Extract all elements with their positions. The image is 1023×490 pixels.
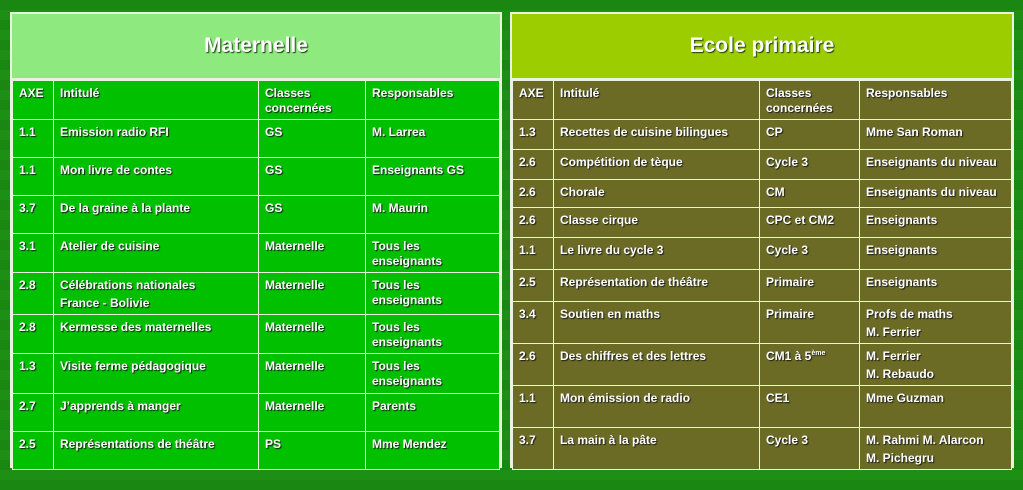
maternelle-panel bbox=[10, 12, 502, 468]
header-axe: AXE bbox=[513, 81, 554, 120]
classes-cell-text: Primaire bbox=[766, 275, 815, 289]
axe-cell bbox=[13, 234, 54, 273]
table-row bbox=[13, 315, 500, 354]
responsables-cell bbox=[860, 386, 1012, 428]
classes-cell-text: CM1 à 5 bbox=[766, 349, 812, 363]
axe-cell bbox=[513, 428, 554, 470]
axe-cell-text: 1.1 bbox=[19, 125, 36, 139]
classes-cell-text: CPC et CM2 bbox=[766, 213, 835, 227]
intitule-cell-text: La main à la pâte bbox=[560, 433, 657, 447]
classes-cell-text: GS bbox=[265, 201, 283, 215]
axe-cell-text: 2.5 bbox=[519, 275, 536, 289]
intitule-cell bbox=[54, 273, 259, 315]
axe-cell-text: 3.7 bbox=[19, 201, 36, 215]
intitule-cell bbox=[554, 428, 760, 470]
classes-cell-text: Maternelle bbox=[265, 359, 325, 373]
axe-cell bbox=[513, 120, 554, 150]
header-axe: AXE bbox=[13, 81, 54, 120]
responsables-cell bbox=[366, 354, 500, 394]
responsables-cell bbox=[860, 302, 1012, 344]
intitule-cell bbox=[54, 120, 259, 158]
axe-cell bbox=[13, 273, 54, 315]
classes-cell-text: Maternelle bbox=[265, 278, 325, 292]
intitule-cell bbox=[54, 354, 259, 394]
responsables-cell bbox=[366, 120, 500, 158]
table-row bbox=[13, 158, 500, 196]
axe-cell-text: 1.3 bbox=[519, 125, 536, 139]
axe-cell bbox=[513, 386, 554, 428]
classes-cell bbox=[259, 120, 366, 158]
table-header-row bbox=[513, 81, 1012, 120]
table-row bbox=[513, 120, 1012, 150]
responsables-cell bbox=[366, 234, 500, 273]
axe-cell bbox=[13, 394, 54, 432]
table-row bbox=[513, 238, 1012, 270]
classes-cell bbox=[760, 208, 860, 238]
axe-cell bbox=[13, 196, 54, 234]
responsables-cell bbox=[860, 238, 1012, 270]
intitule-cell bbox=[554, 238, 760, 270]
intitule-cell-text: Compétition de tèque bbox=[560, 155, 683, 169]
classes-cell-text: Maternelle bbox=[265, 320, 325, 334]
axe-cell bbox=[513, 180, 554, 208]
axe-cell-text: 3.1 bbox=[19, 239, 36, 253]
classes-cell-text: Cycle 3 bbox=[766, 155, 809, 169]
axe-cell bbox=[13, 315, 54, 354]
table-row bbox=[513, 150, 1012, 180]
axe-cell-text: 2.6 bbox=[519, 213, 536, 227]
axe-cell bbox=[513, 150, 554, 180]
table-header-row bbox=[13, 81, 500, 120]
axe-cell bbox=[513, 208, 554, 238]
classes-cell-text: Maternelle bbox=[265, 239, 325, 253]
responsables-cell bbox=[366, 273, 500, 315]
classes-cell bbox=[760, 238, 860, 270]
table-row bbox=[13, 394, 500, 432]
axe-cell-text: 1.1 bbox=[519, 391, 536, 405]
responsables-cell-text: Enseignants du niveau bbox=[866, 155, 997, 169]
responsables-cell bbox=[366, 158, 500, 196]
responsables-cell-line2: M. Rebaudo bbox=[866, 367, 934, 381]
maternelle-title: Maternelle bbox=[12, 14, 500, 80]
axe-cell-text: 2.5 bbox=[19, 437, 36, 451]
intitule-cell-text: Mon émission de radio bbox=[560, 391, 691, 405]
responsables-cell-text: Tous les enseignants bbox=[372, 359, 443, 388]
intitule-cell-text: Emission radio RFI bbox=[60, 125, 169, 139]
responsables-cell bbox=[860, 150, 1012, 180]
classes-cell-text: GS bbox=[265, 125, 283, 139]
axe-cell-text: 1.3 bbox=[19, 359, 36, 373]
responsables-cell-text: M. Ferrier bbox=[866, 349, 921, 363]
intitule-cell bbox=[54, 234, 259, 273]
maternelle-table bbox=[12, 80, 500, 470]
axe-cell-text: 2.7 bbox=[19, 399, 36, 413]
responsables-cell-text: Mme Guzman bbox=[866, 391, 945, 405]
classes-cell-text: CM bbox=[766, 185, 785, 199]
intitule-cell-text: Chorale bbox=[560, 185, 605, 199]
classes-cell-text: Primaire bbox=[766, 307, 815, 321]
intitule-cell-text: Le livre du cycle 3 bbox=[560, 243, 664, 257]
intitule-cell bbox=[554, 150, 760, 180]
axe-cell bbox=[513, 302, 554, 344]
intitule-cell-text: Représentation de théâtre bbox=[560, 275, 709, 289]
header-classes: Classes concernées bbox=[760, 81, 860, 120]
responsables-cell bbox=[366, 315, 500, 354]
classes-cell bbox=[760, 150, 860, 180]
table-row bbox=[13, 354, 500, 394]
classes-cell-text: Maternelle bbox=[265, 399, 325, 413]
classes-cell bbox=[259, 315, 366, 354]
axe-cell-text: 1.1 bbox=[519, 243, 536, 257]
classes-cell bbox=[259, 234, 366, 273]
intitule-cell-line2: France - Bolivie bbox=[60, 296, 150, 310]
axe-cell bbox=[513, 238, 554, 270]
primaire-panel bbox=[510, 12, 1014, 468]
intitule-cell-text: Visite ferme pédagogique bbox=[60, 359, 206, 373]
header-intitule: Intitulé bbox=[554, 81, 760, 120]
table-row bbox=[513, 344, 1012, 386]
table-row bbox=[13, 273, 500, 315]
intitule-cell-text: Recettes de cuisine bilingues bbox=[560, 125, 729, 139]
intitule-cell bbox=[554, 120, 760, 150]
classes-cell-superscript: ème bbox=[811, 350, 826, 357]
intitule-cell bbox=[54, 196, 259, 234]
responsables-cell-line2: M. Ferrier bbox=[866, 325, 921, 339]
table-row bbox=[513, 208, 1012, 238]
classes-cell bbox=[259, 432, 366, 470]
intitule-cell-text: Représentations de théâtre bbox=[60, 437, 215, 451]
axe-cell-text: 2.6 bbox=[519, 155, 536, 169]
responsables-cell bbox=[860, 344, 1012, 386]
responsables-cell-text: Tous les enseignants bbox=[372, 239, 443, 268]
table-row bbox=[513, 180, 1012, 208]
intitule-cell bbox=[54, 315, 259, 354]
responsables-cell bbox=[860, 428, 1012, 470]
classes-cell bbox=[259, 158, 366, 196]
intitule-cell bbox=[54, 394, 259, 432]
classes-cell bbox=[760, 302, 860, 344]
responsables-cell-text: Enseignants bbox=[866, 243, 938, 257]
responsables-cell bbox=[860, 180, 1012, 208]
axe-cell-text: 1.1 bbox=[19, 163, 36, 177]
classes-cell-text: Cycle 3 bbox=[766, 433, 809, 447]
intitule-cell-text: Kermesse des maternelles bbox=[60, 320, 212, 334]
axe-cell bbox=[13, 120, 54, 158]
axe-cell-text: 3.7 bbox=[519, 433, 536, 447]
classes-cell bbox=[760, 180, 860, 208]
maternelle-rows bbox=[13, 120, 500, 470]
intitule-cell-text: Célébrations nationales bbox=[60, 278, 196, 292]
header-responsables: Responsables bbox=[860, 81, 1012, 120]
axe-cell bbox=[513, 344, 554, 386]
responsables-cell bbox=[366, 196, 500, 234]
intitule-cell bbox=[554, 180, 760, 208]
classes-cell bbox=[760, 120, 860, 150]
intitule-cell-text: De la graine à la plante bbox=[60, 201, 191, 215]
responsables-cell-text: Enseignants du niveau bbox=[866, 185, 997, 199]
axe-cell-text: 2.6 bbox=[519, 349, 536, 363]
axe-cell bbox=[13, 158, 54, 196]
header-intitule: Intitulé bbox=[54, 81, 259, 120]
classes-cell bbox=[259, 354, 366, 394]
classes-cell bbox=[259, 196, 366, 234]
intitule-cell-text: J’apprends à manger bbox=[60, 399, 181, 413]
responsables-cell-text: Enseignants bbox=[866, 275, 938, 289]
classes-cell bbox=[259, 273, 366, 315]
intitule-cell-text: Classe cirque bbox=[560, 213, 639, 227]
classes-cell bbox=[760, 428, 860, 470]
intitule-cell bbox=[554, 386, 760, 428]
table-row bbox=[513, 386, 1012, 428]
axe-cell bbox=[13, 432, 54, 470]
intitule-cell bbox=[554, 344, 760, 386]
responsables-cell bbox=[366, 432, 500, 470]
intitule-cell bbox=[554, 302, 760, 344]
table-row bbox=[13, 234, 500, 273]
table-row bbox=[513, 428, 1012, 470]
responsables-cell-text: M. Rahmi M. Alarcon bbox=[866, 433, 984, 447]
intitule-cell-text: Mon livre de contes bbox=[60, 163, 173, 177]
responsables-cell-text: Mme San Roman bbox=[866, 125, 963, 139]
classes-cell bbox=[760, 386, 860, 428]
table-row bbox=[13, 432, 500, 470]
intitule-cell bbox=[554, 208, 760, 238]
axe-cell bbox=[513, 270, 554, 302]
header-classes: Classes concernées bbox=[259, 81, 366, 120]
intitule-cell bbox=[54, 432, 259, 470]
responsables-cell-text: Tous les enseignants bbox=[372, 278, 443, 307]
table-row bbox=[13, 120, 500, 158]
primaire-rows bbox=[513, 120, 1012, 470]
table-row bbox=[13, 196, 500, 234]
primaire-title: Ecole primaire bbox=[512, 14, 1012, 80]
table-row bbox=[513, 302, 1012, 344]
responsables-cell-text: Profs de maths bbox=[866, 307, 953, 321]
responsables-cell bbox=[366, 394, 500, 432]
table-row bbox=[513, 270, 1012, 302]
axe-cell bbox=[13, 354, 54, 394]
classes-cell-text: CE1 bbox=[766, 391, 790, 405]
classes-cell bbox=[760, 344, 860, 386]
intitule-cell-text: Des chiffres et des lettres bbox=[560, 349, 707, 363]
responsables-cell-text: M. Maurin bbox=[372, 201, 428, 215]
responsables-cell-text: M. Larrea bbox=[372, 125, 426, 139]
classes-cell-text: CP bbox=[766, 125, 783, 139]
responsables-cell-text: Tous les enseignants bbox=[372, 320, 443, 349]
header-responsables: Responsables bbox=[366, 81, 500, 120]
axe-cell-text: 2.8 bbox=[19, 278, 36, 292]
responsables-cell-text: Mme Mendez bbox=[372, 437, 447, 451]
responsables-cell bbox=[860, 120, 1012, 150]
axe-cell-text: 3.4 bbox=[519, 307, 536, 321]
responsables-cell-line2: M. Pichegru bbox=[866, 451, 935, 465]
intitule-cell-text: Soutien en maths bbox=[560, 307, 661, 321]
responsables-cell-text: Enseignants GS bbox=[372, 163, 465, 177]
responsables-cell-text: Enseignants bbox=[866, 213, 938, 227]
axe-cell-text: 2.6 bbox=[519, 185, 536, 199]
intitule-cell bbox=[554, 270, 760, 302]
intitule-cell bbox=[54, 158, 259, 196]
axe-cell-text: 2.8 bbox=[19, 320, 36, 334]
classes-cell bbox=[760, 270, 860, 302]
responsables-cell bbox=[860, 208, 1012, 238]
classes-cell-text: GS bbox=[265, 163, 283, 177]
intitule-cell-text: Atelier de cuisine bbox=[60, 239, 160, 253]
classes-cell-text: Cycle 3 bbox=[766, 243, 809, 257]
responsables-cell bbox=[860, 270, 1012, 302]
classes-cell bbox=[259, 394, 366, 432]
responsables-cell-text: Parents bbox=[372, 399, 417, 413]
primaire-table bbox=[512, 80, 1012, 470]
classes-cell-text: PS bbox=[265, 437, 282, 451]
